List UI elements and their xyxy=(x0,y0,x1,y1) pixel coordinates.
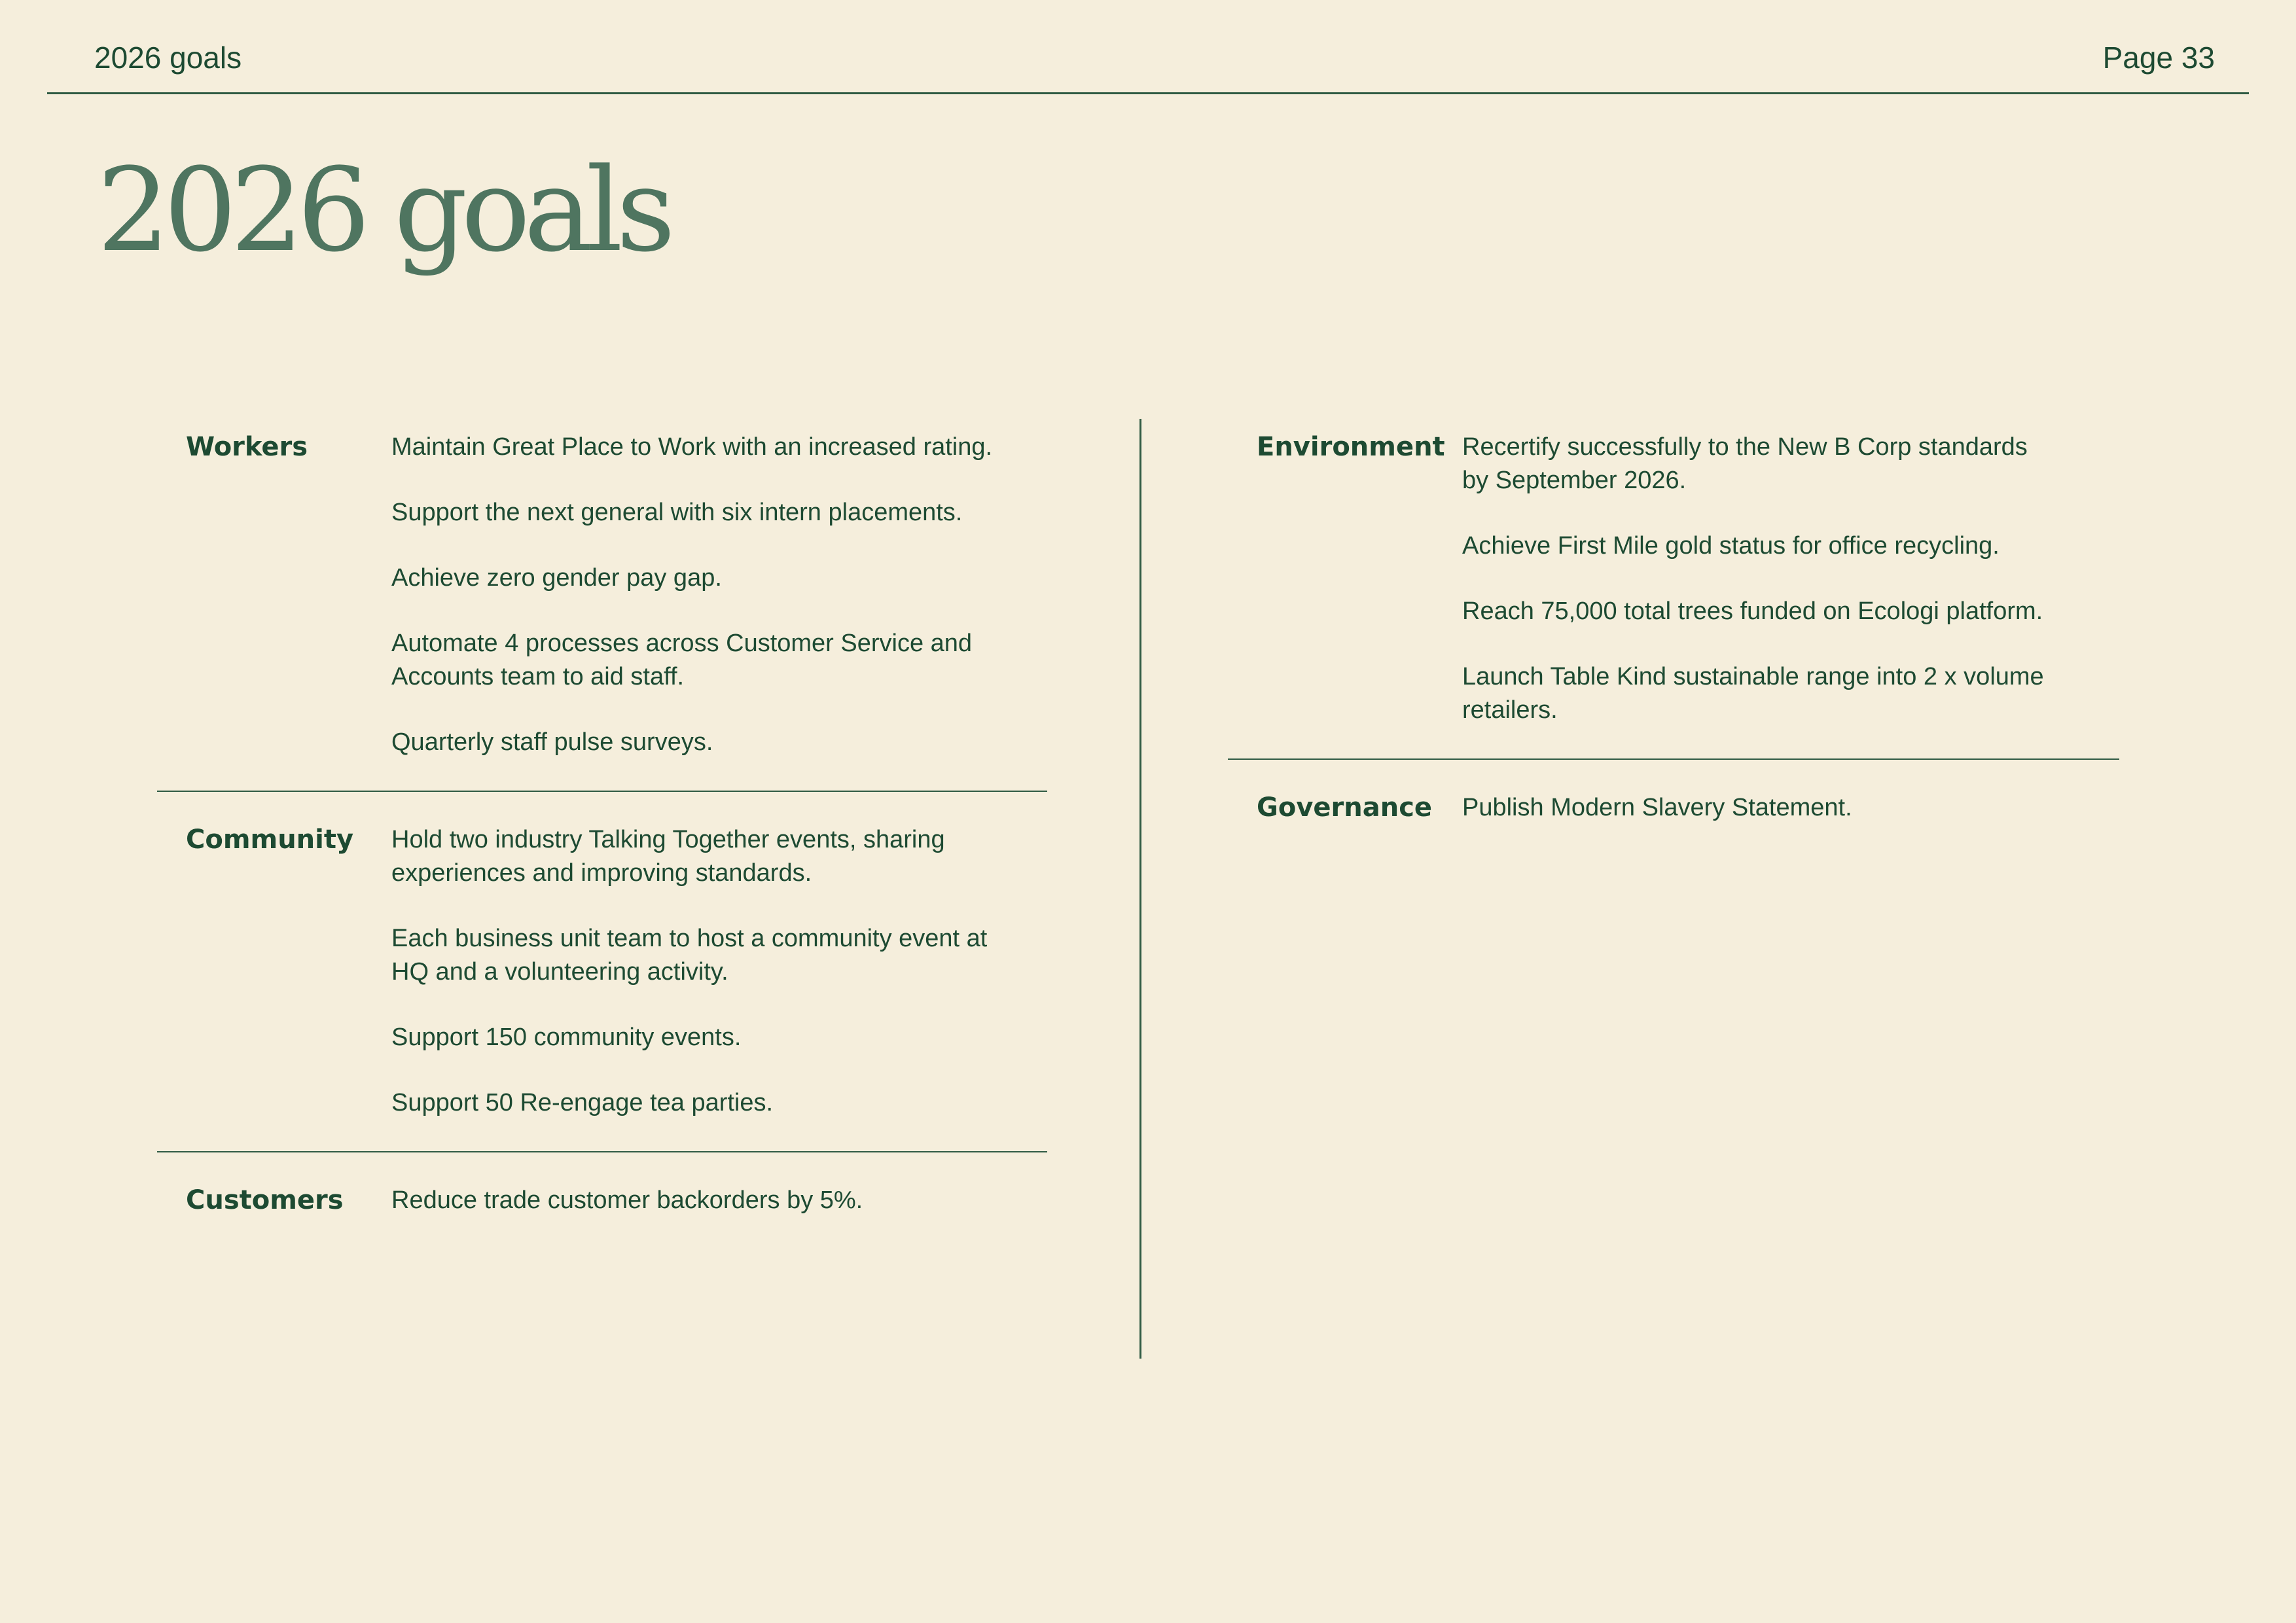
goal-item: Publish Modern Slavery Statement. xyxy=(1462,794,1852,821)
right-column xyxy=(1228,419,2119,856)
section-label-environment: Environment xyxy=(1257,432,1445,462)
goal-item: Support 150 community events. xyxy=(391,1024,742,1051)
goal-item: Quarterly staff pulse surveys. xyxy=(391,728,713,756)
page-number: Page 33 xyxy=(2102,41,2215,75)
goal-item: Hold two industry Talking Together events, sharing experiences and improving standards. xyxy=(391,826,945,887)
section-label-governance: Governance xyxy=(1257,793,1433,823)
page-title: 2026 goals xyxy=(97,143,670,277)
section-environment xyxy=(1228,419,2119,760)
section-workers xyxy=(157,419,1047,792)
column-divider xyxy=(1139,419,1141,1359)
section-label-workers: Workers xyxy=(186,432,308,462)
goal-item: Achieve First Mile gold status for office recycling. xyxy=(1462,532,2000,560)
goal-item: Support 50 Re-engage tea parties. xyxy=(391,1089,774,1116)
goal-item: Launch Table Kind sustainable range into 2 x volume retailers. xyxy=(1462,663,2044,724)
running-header xyxy=(47,0,2249,94)
section-governance xyxy=(1228,760,2119,856)
section-customers xyxy=(157,1152,1047,1249)
goal-item: Automate 4 processes across Customer Service and Accounts team to aid staff. xyxy=(391,630,973,690)
goal-item: Support the next general with six intern placements. xyxy=(391,499,963,526)
section-community xyxy=(157,792,1047,1152)
goal-item: Maintain Great Place to Work with an increased rating. xyxy=(391,433,993,461)
goal-item: Reach 75,000 total trees funded on Ecologi platform. xyxy=(1462,597,2043,625)
section-label-customers: Customers xyxy=(186,1185,344,1215)
running-title: 2026 goals xyxy=(94,41,242,75)
goal-item: Recertify successfully to the New B Corp standards by September 2026. xyxy=(1462,433,2028,494)
goal-list-community xyxy=(391,823,1047,1120)
goal-list-workers xyxy=(391,431,1047,759)
goal-list-environment xyxy=(1462,431,2119,727)
goal-list-customers xyxy=(391,1184,1047,1217)
goal-list-governance xyxy=(1462,791,2119,825)
goal-item: Achieve zero gender pay gap. xyxy=(391,564,722,592)
section-label-community: Community xyxy=(186,825,354,855)
goal-item: Reduce trade customer backorders by 5%. xyxy=(391,1186,863,1214)
left-column xyxy=(157,419,1047,1249)
goal-item: Each business unit team to host a community event at HQ and a volunteering activity. xyxy=(391,925,988,986)
